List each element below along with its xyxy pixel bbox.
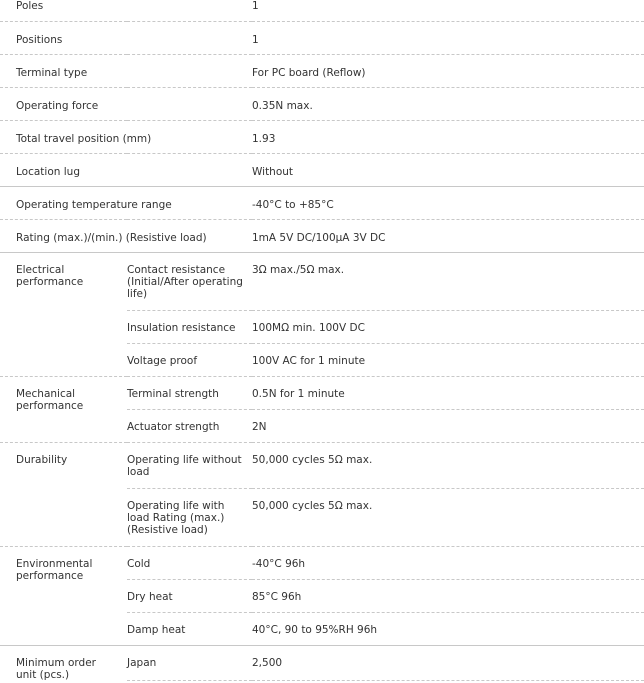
spec-sublabel: Operating life without load: [127, 442, 252, 488]
spec-row-order-japan: [0, 645, 644, 681]
spec-label: Poles: [0, 0, 252, 21]
spec-row-life-without-load: [0, 442, 644, 488]
group-label-order: Minimum order unit (pcs.): [16, 656, 96, 681]
spec-label: Operating force: [0, 87, 252, 120]
spec-value: 100V AC for 1 minute: [252, 343, 644, 376]
spec-row-cold: [0, 546, 644, 579]
spec-label: Terminal type: [0, 54, 252, 87]
spec-sublabel: Japan: [127, 645, 252, 681]
spec-sublabel: Operating life with load Rating (max.) (Resistive load): [127, 488, 252, 546]
spec-sublabel: Dry heat: [127, 579, 252, 612]
spec-label: Positions: [0, 21, 252, 54]
group-label-electrical: Electrical performance: [0, 252, 127, 376]
spec-value: 2N: [252, 409, 644, 442]
spec-sublabel: Damp heat: [127, 612, 252, 645]
spec-label: Rating (max.)/(min.) (Resistive load): [0, 219, 252, 252]
spec-value: 50,000 cycles 5Ω max.: [252, 442, 644, 488]
spec-value: -40°C to +85°C: [252, 186, 644, 219]
spec-row-positions: [0, 21, 644, 54]
spec-row-terminal-strength: [0, 376, 644, 409]
spec-value: 50,000 cycles 5Ω max.: [252, 488, 644, 546]
spec-value: 85°C 96h: [252, 579, 644, 612]
spec-sublabel: Actuator strength: [127, 409, 252, 442]
spec-sublabel: Contact resistance (Initial/After operating life): [127, 252, 252, 310]
spec-row-poles: [0, 0, 644, 21]
spec-row-terminal-type: [0, 54, 644, 87]
spec-value: 1.93: [252, 120, 644, 153]
spec-label: Location lug: [0, 153, 252, 186]
group-label-environmental: Environmental performance: [0, 546, 127, 645]
spec-label: Operating temperature range: [0, 186, 252, 219]
spec-row-rating: [0, 219, 644, 252]
spec-sublabel: Cold: [127, 546, 252, 579]
spec-value: 100MΩ min. 100V DC: [252, 310, 644, 343]
spec-value: 1: [252, 0, 644, 21]
spec-value: 2,500: [252, 645, 644, 681]
spec-row-temperature-range: [0, 186, 644, 219]
spec-row-contact-resistance: [0, 252, 644, 310]
spec-row-operating-force: [0, 87, 644, 120]
spec-value: 1mA 5V DC/100μA 3V DC: [252, 219, 644, 252]
spec-row-total-travel: [0, 120, 644, 153]
spec-sublabel: Voltage proof: [127, 343, 252, 376]
spec-value: 3Ω max./5Ω max.: [252, 252, 644, 310]
spec-value: 0.35N max.: [252, 87, 644, 120]
spec-value: For PC board (Reflow): [252, 54, 644, 87]
spec-row-location-lug: [0, 153, 644, 186]
spec-value: -40°C 96h: [252, 546, 644, 579]
spec-value: 1: [252, 21, 644, 54]
spec-value: 40°C, 90 to 95%RH 96h: [252, 612, 644, 645]
spec-value: Without: [252, 153, 644, 186]
group-label-durability: Durability: [0, 442, 127, 546]
spec-sublabel: Insulation resistance: [127, 310, 252, 343]
group-label-mechanical: Mechanical performance: [0, 376, 127, 442]
spec-sublabel: Terminal strength: [127, 376, 252, 409]
spec-value: 0.5N for 1 minute: [252, 376, 644, 409]
spec-label: Total travel position (mm): [0, 120, 252, 153]
